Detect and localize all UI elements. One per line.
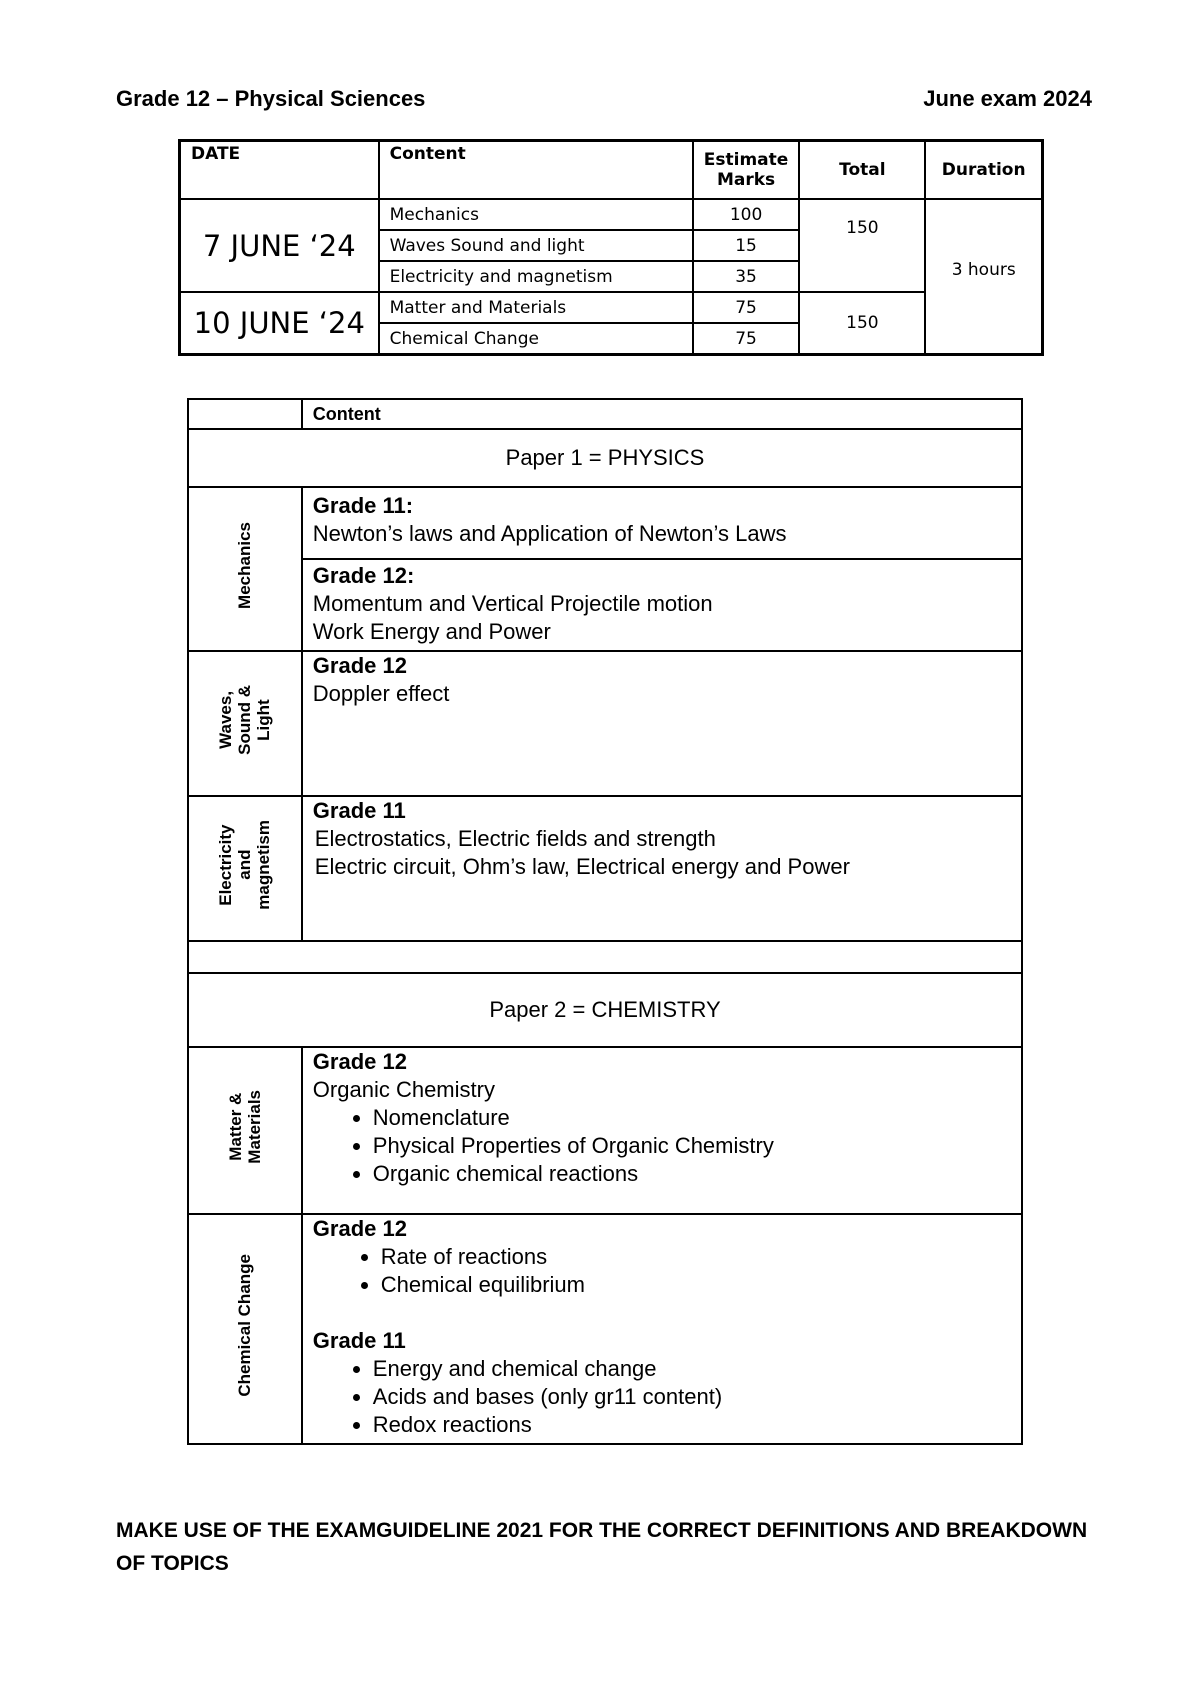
waves-label: Waves, Sound & Light bbox=[188, 651, 302, 796]
col-total: Total bbox=[799, 141, 925, 200]
paper2-title: Paper 2 = CHEMISTRY bbox=[188, 973, 1022, 1047]
content-header-blank bbox=[188, 399, 302, 429]
list-item: • Redox reactions bbox=[373, 1411, 1011, 1439]
chemical-change-content: Grade 12 • Rate of reactions • Chemical equilibrium Grade 11 • Energy and chemical change • Acids and bases (only gr11 content) • Redox reactions bbox=[302, 1214, 1022, 1444]
sched-marks: 75 bbox=[693, 323, 800, 355]
sched-content: Chemical Change bbox=[379, 323, 693, 355]
electricity-label: Electricity and magnetism bbox=[188, 796, 302, 941]
duration: 3 hours bbox=[925, 199, 1042, 355]
col-duration: Duration bbox=[925, 141, 1042, 200]
mechanics-grade12: Grade 12: Momentum and Vertical Projectile motion Work Energy and Power bbox=[302, 559, 1022, 651]
list-item: • Chemical equilibrium bbox=[381, 1271, 1011, 1299]
col-content: Content bbox=[379, 141, 693, 200]
col-date: DATE bbox=[180, 141, 379, 200]
list-item: • Energy and chemical change bbox=[373, 1355, 1011, 1383]
list-item: • Rate of reactions bbox=[381, 1243, 1011, 1271]
waves-content: Grade 12 Doppler effect bbox=[302, 651, 1022, 796]
matter-list bbox=[313, 1104, 1011, 1188]
date-paper1: 7 JUNE ‘24 bbox=[180, 199, 379, 292]
col-estimate-marks: Estimate Marks bbox=[693, 141, 800, 200]
chemical-grade11-list bbox=[313, 1355, 1011, 1439]
sched-marks: 15 bbox=[693, 230, 800, 261]
footer-note: MAKE USE OF THE EXAMGUIDELINE 2021 FOR THE CORRECT DEFINITIONS AND BREAKDOWN OF TOPICS bbox=[116, 1519, 1088, 1575]
matter-content: Grade 12 Organic Chemistry • Nomenclature • Physical Properties of Organic Chemistry • Organic chemical reactions bbox=[302, 1047, 1022, 1214]
sched-content: Mechanics bbox=[379, 199, 693, 230]
sched-content: Electricity and magnetism bbox=[379, 261, 693, 292]
sched-content: Waves Sound and light bbox=[379, 230, 693, 261]
header-exam: June exam 2024 bbox=[923, 86, 1092, 111]
total-paper1: 150 bbox=[799, 199, 925, 292]
list-item: • Acids and bases (only gr11 content) bbox=[373, 1383, 1011, 1411]
electricity-content: Grade 11 Electrostatics, Electric fields and strength Electric circuit, Ohm’s law, Electrical energy and Power bbox=[302, 796, 1022, 941]
exam-schedule-table bbox=[178, 139, 1044, 356]
total-paper2: 150 bbox=[799, 292, 925, 355]
date-paper2: 10 JUNE ‘24 bbox=[180, 292, 379, 355]
page-header bbox=[116, 86, 1092, 112]
sched-marks: 35 bbox=[693, 261, 800, 292]
list-item: • Physical Properties of Organic Chemistry bbox=[373, 1132, 1011, 1160]
paper1-title: Paper 1 = PHYSICS bbox=[188, 429, 1022, 487]
spacer-row bbox=[188, 941, 1022, 973]
matter-label: Matter & Materials bbox=[188, 1047, 302, 1214]
chemical-grade12-list bbox=[313, 1243, 1011, 1299]
mechanics-grade11: Grade 11: Newton’s laws and Application of Newton’s Laws bbox=[302, 487, 1022, 559]
header-subject: Grade 12 – Physical Sciences bbox=[116, 86, 426, 111]
sched-content: Matter and Materials bbox=[379, 292, 693, 323]
sched-marks: 100 bbox=[693, 199, 800, 230]
content-table bbox=[187, 398, 1023, 1445]
list-item: • Organic chemical reactions bbox=[373, 1160, 1011, 1188]
chemical-change-label: Chemical Change bbox=[188, 1214, 302, 1444]
content-header: Content bbox=[302, 399, 1022, 429]
mechanics-label: Mechanics bbox=[188, 487, 302, 651]
list-item: • Nomenclature bbox=[373, 1104, 1011, 1132]
sched-marks: 75 bbox=[693, 292, 800, 323]
